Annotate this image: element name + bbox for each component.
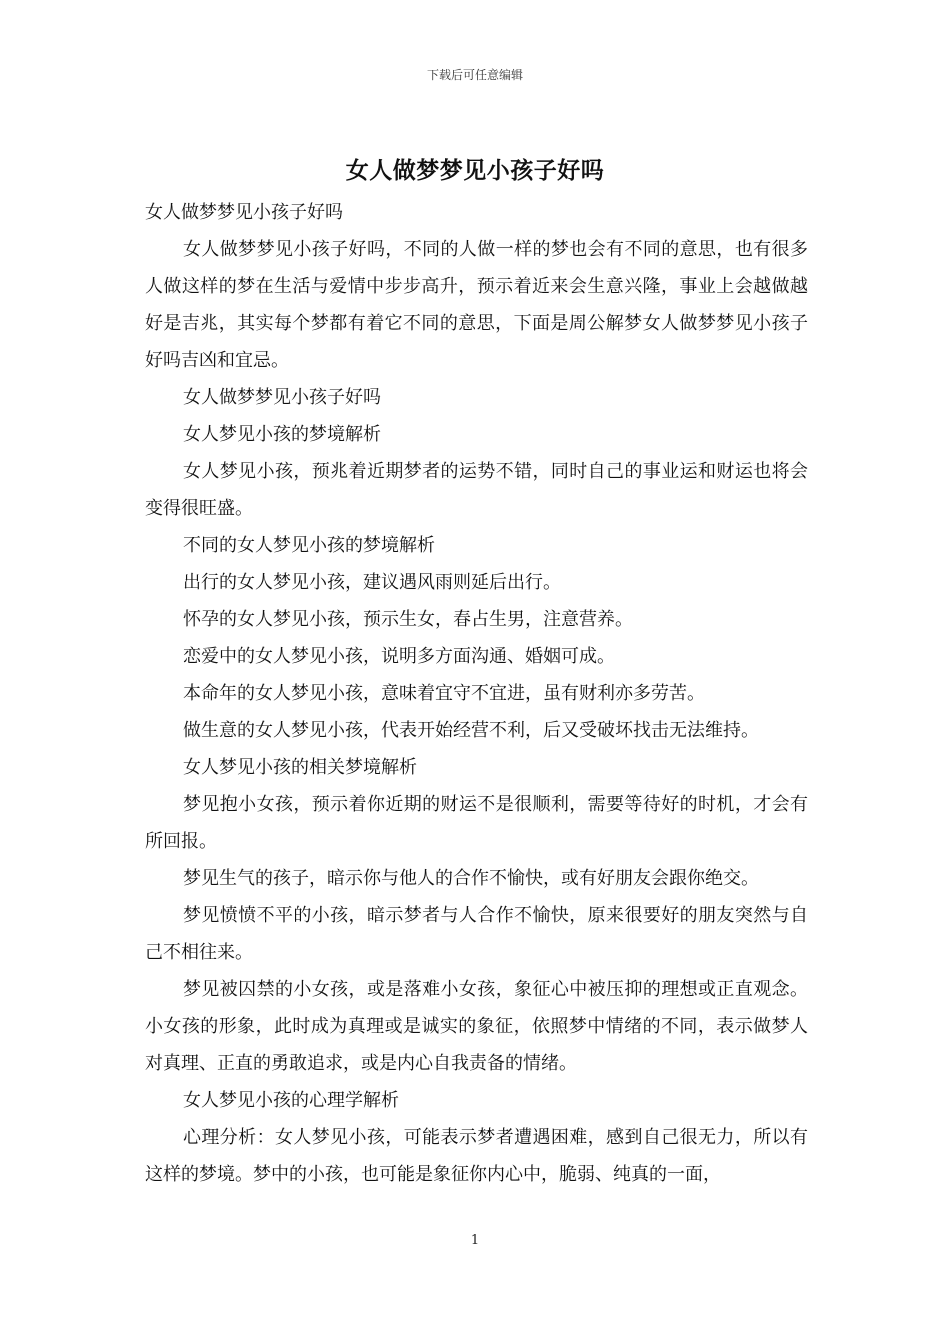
body-paragraph: 做生意的女人梦见小孩，代表开始经营不利，后又受破坏找击无法维持。 bbox=[183, 720, 759, 741]
body-paragraph: 恋爱中的女人梦见小孩，说明多方面沟通、婚姻可成。 bbox=[183, 646, 615, 667]
section-heading: 女人梦见小孩的梦境解析 bbox=[183, 424, 381, 445]
section-heading: 不同的女人梦见小孩的梦境解析 bbox=[183, 535, 435, 556]
body-paragraph: 梦见愤愤不平的小孩，暗示梦者与人合作不愉快，原来很要好的朋友突然与自己不相往来。 bbox=[145, 905, 808, 963]
header-note: 下载后可任意编辑 bbox=[426, 68, 523, 82]
body-paragraph: 心理分析：女人梦见小孩，可能表示梦者遭遇困难，感到自己很无力，所以有这样的梦境。梦中的小孩，也可能是象征你内心中，脆弱、纯真的一面， bbox=[145, 1127, 808, 1185]
body-paragraph: 女人梦见小孩，预兆着近期梦者的运势不错，同时自己的事业运和财运也将会变得很旺盛。 bbox=[145, 461, 808, 519]
body-paragraph: 出行的女人梦见小孩，建议遇风雨则延后出行。 bbox=[183, 572, 561, 593]
document-body bbox=[145, 194, 808, 1193]
body-paragraph: 梦见生气的孩子，暗示你与他人的合作不愉快，或有好朋友会跟你绝交。 bbox=[183, 868, 759, 889]
body-paragraph: 梦见被囚禁的小女孩，或是落难小女孩，象征心中被压抑的理想或正直观念。小女孩的形象，此时成为真理或是诚实的象征，依照梦中情绪的不同，表示做梦人对真理、正直的勇敢追求，或是内心自我责备的情绪。 bbox=[145, 979, 808, 1074]
body-paragraph: 女人做梦梦见小孩子好吗 bbox=[145, 202, 343, 223]
body-paragraph: 梦见抱小女孩，预示着你近期的财运不是很顺利，需要等待好的时机，才会有所回报。 bbox=[145, 794, 808, 852]
section-heading: 女人梦见小孩的相关梦境解析 bbox=[183, 757, 417, 778]
body-paragraph: 女人做梦梦见小孩子好吗，不同的人做一样的梦也会有不同的意思，也有很多人做这样的梦在生活与爱情中步步高升，预示着近来会生意兴隆，事业上会越做越好是吉兆，其实每个梦都有着它不同的意思，下面是周公解梦女人做梦梦见小孩子好吗吉凶和宜忌。 bbox=[145, 239, 808, 371]
body-paragraph: 本命年的女人梦见小孩，意味着宜守不宜进，虽有财利亦多劳苦。 bbox=[183, 683, 705, 704]
section-heading: 女人梦见小孩的心理学解析 bbox=[183, 1090, 399, 1111]
body-paragraph: 怀孕的女人梦见小孩，预示生女，春占生男，注意营养。 bbox=[183, 609, 633, 630]
page-number: 1 bbox=[470, 1233, 480, 1248]
document-title: 女人做梦梦见小孩子好吗 bbox=[345, 157, 605, 184]
section-heading: 女人做梦梦见小孩子好吗 bbox=[183, 387, 381, 408]
